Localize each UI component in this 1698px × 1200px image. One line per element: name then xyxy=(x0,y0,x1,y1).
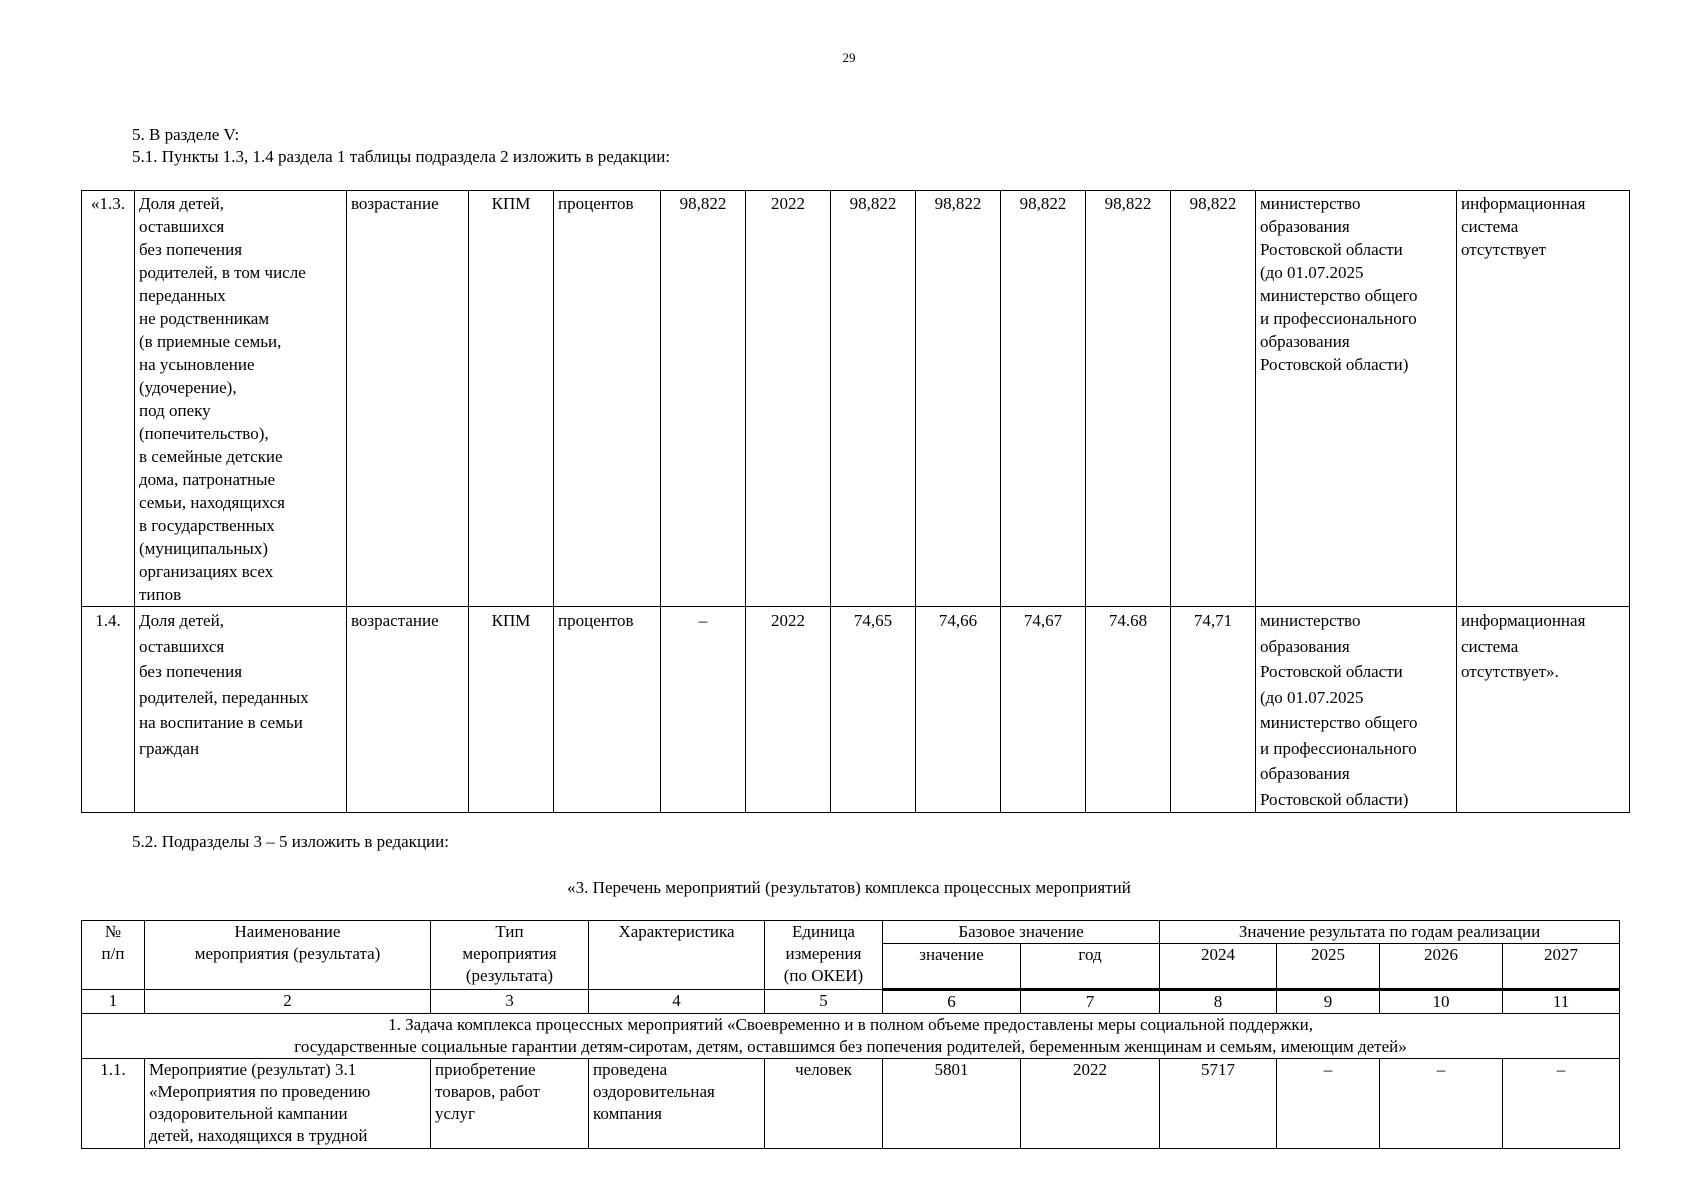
table-row xyxy=(82,607,1630,813)
row-number: 1.1. xyxy=(82,1059,145,1149)
paragraph-5-2: 5.2. Подразделы 3 – 5 изложить в редакции: xyxy=(132,832,449,851)
column-number: 8 xyxy=(1160,990,1277,1014)
column-number: 10 xyxy=(1380,990,1503,1014)
header-unit: Единица измерения (по ОКЕИ) xyxy=(765,921,883,990)
header-years-group: Значение результата по годам реализации xyxy=(1160,921,1620,944)
column-number: 2 xyxy=(145,990,431,1014)
value-cell: 98,822 xyxy=(1171,191,1256,607)
paragraph-section-5: 5. В разделе V: xyxy=(132,125,240,144)
base-value: – xyxy=(661,607,746,813)
row-number: 1.4. xyxy=(82,607,135,813)
value-cell: – xyxy=(1380,1059,1503,1149)
header-num: № п/п xyxy=(82,921,145,990)
value-cell: 74.68 xyxy=(1086,607,1171,813)
column-number: 3 xyxy=(431,990,589,1014)
header-name: Наименование мероприятия (результата) xyxy=(145,921,431,990)
column-number-row xyxy=(82,990,1620,1014)
value-cell: 74,67 xyxy=(1001,607,1086,813)
paragraph-5-1: 5.1. Пункты 1.3, 1.4 раздела 1 таблицы подраздела 2 изложить в редакции: xyxy=(132,147,671,166)
column-number: 11 xyxy=(1503,990,1620,1014)
indicator-unit: процентов xyxy=(554,607,661,813)
header-year: 2024 xyxy=(1160,944,1277,990)
header-base-year: год xyxy=(1021,944,1160,990)
value-cell: – xyxy=(1503,1059,1620,1149)
value-cell: 98,822 xyxy=(1086,191,1171,607)
column-number: 9 xyxy=(1277,990,1380,1014)
base-year: 2022 xyxy=(1021,1059,1160,1149)
indicator-trend: возрастание xyxy=(347,191,469,607)
column-number: 6 xyxy=(883,990,1021,1014)
measure-type: приобретение товаров, работ услуг xyxy=(431,1059,589,1149)
row-number: «1.3. xyxy=(82,191,135,607)
page-number: 29 xyxy=(842,50,856,65)
value-cell: 74,66 xyxy=(916,607,1001,813)
indicators-table xyxy=(81,190,1630,813)
header-year: 2027 xyxy=(1503,944,1620,990)
column-number: 1 xyxy=(82,990,145,1014)
header-characteristic: Характеристика xyxy=(589,921,765,990)
indicator-type: КПМ xyxy=(469,607,554,813)
task-row xyxy=(82,1014,1620,1059)
indicator-name: Доля детей, оставшихся без попечения родителей, переданных на воспитание в семьи граждан xyxy=(135,607,347,813)
measures-table xyxy=(81,920,1620,1149)
header-year: 2026 xyxy=(1380,944,1503,990)
info-system: информационная система отсутствует xyxy=(1457,191,1630,607)
value-cell: – xyxy=(1277,1059,1380,1149)
value-cell: 98,822 xyxy=(1001,191,1086,607)
info-system: информационная система отсутствует». xyxy=(1457,607,1630,813)
table-row xyxy=(82,1059,1620,1149)
header-year: 2025 xyxy=(1277,944,1380,990)
header-base-value: значение xyxy=(883,944,1021,990)
base-value: 98,822 xyxy=(661,191,746,607)
value-cell: 74,71 xyxy=(1171,607,1256,813)
column-number: 5 xyxy=(765,990,883,1014)
value-cell: 98,822 xyxy=(831,191,916,607)
indicator-trend: возрастание xyxy=(347,607,469,813)
table-row xyxy=(82,191,1630,607)
task-description: 1. Задача комплекса процессных мероприятий «Своевременно и в полном объеме предоставлены меры социальной поддержки, государственные социальные гарантии детям-сиротам, детям, оставшимся без попечения родителей, беременным женщинам и семьям, имеющим детей» xyxy=(82,1014,1620,1059)
value-cell: 5717 xyxy=(1160,1059,1277,1149)
measure-characteristic: проведена оздоровительная компания xyxy=(589,1059,765,1149)
measure-name: Мероприятие (результат) 3.1 «Мероприятия по проведению оздоровительной кампании детей, находящихся в трудной xyxy=(145,1059,431,1149)
header-base-group: Базовое значение xyxy=(883,921,1160,944)
value-cell: 98,822 xyxy=(916,191,1001,607)
indicator-type: КПМ xyxy=(469,191,554,607)
header-type: Тип мероприятия (результата) xyxy=(431,921,589,990)
header-row xyxy=(82,921,1620,944)
responsible-body: министерство образования Ростовской области (до 01.07.2025 министерство общего и профессионального образования Ростовской области) xyxy=(1256,607,1457,813)
base-year: 2022 xyxy=(746,191,831,607)
base-value: 5801 xyxy=(883,1059,1021,1149)
section-3-title: «3. Перечень мероприятий (результатов) комплекса процессных мероприятий xyxy=(567,878,1131,897)
value-cell: 74,65 xyxy=(831,607,916,813)
responsible-body: министерство образования Ростовской области (до 01.07.2025 министерство общего и профессионального образования Ростовской области) xyxy=(1256,191,1457,607)
column-number: 4 xyxy=(589,990,765,1014)
indicator-name: Доля детей, оставшихся без попечения родителей, в том числе переданных не родственникам (в приемные семьи, на усыновление (удочерение), под опеку (попечительство), в семейные детские дома, патронатные семьи, находящихся в государственных (муниципальных) организациях всех типов xyxy=(135,191,347,607)
indicator-unit: процентов xyxy=(554,191,661,607)
base-year: 2022 xyxy=(746,607,831,813)
measure-unit: человек xyxy=(765,1059,883,1149)
column-number: 7 xyxy=(1021,990,1160,1014)
